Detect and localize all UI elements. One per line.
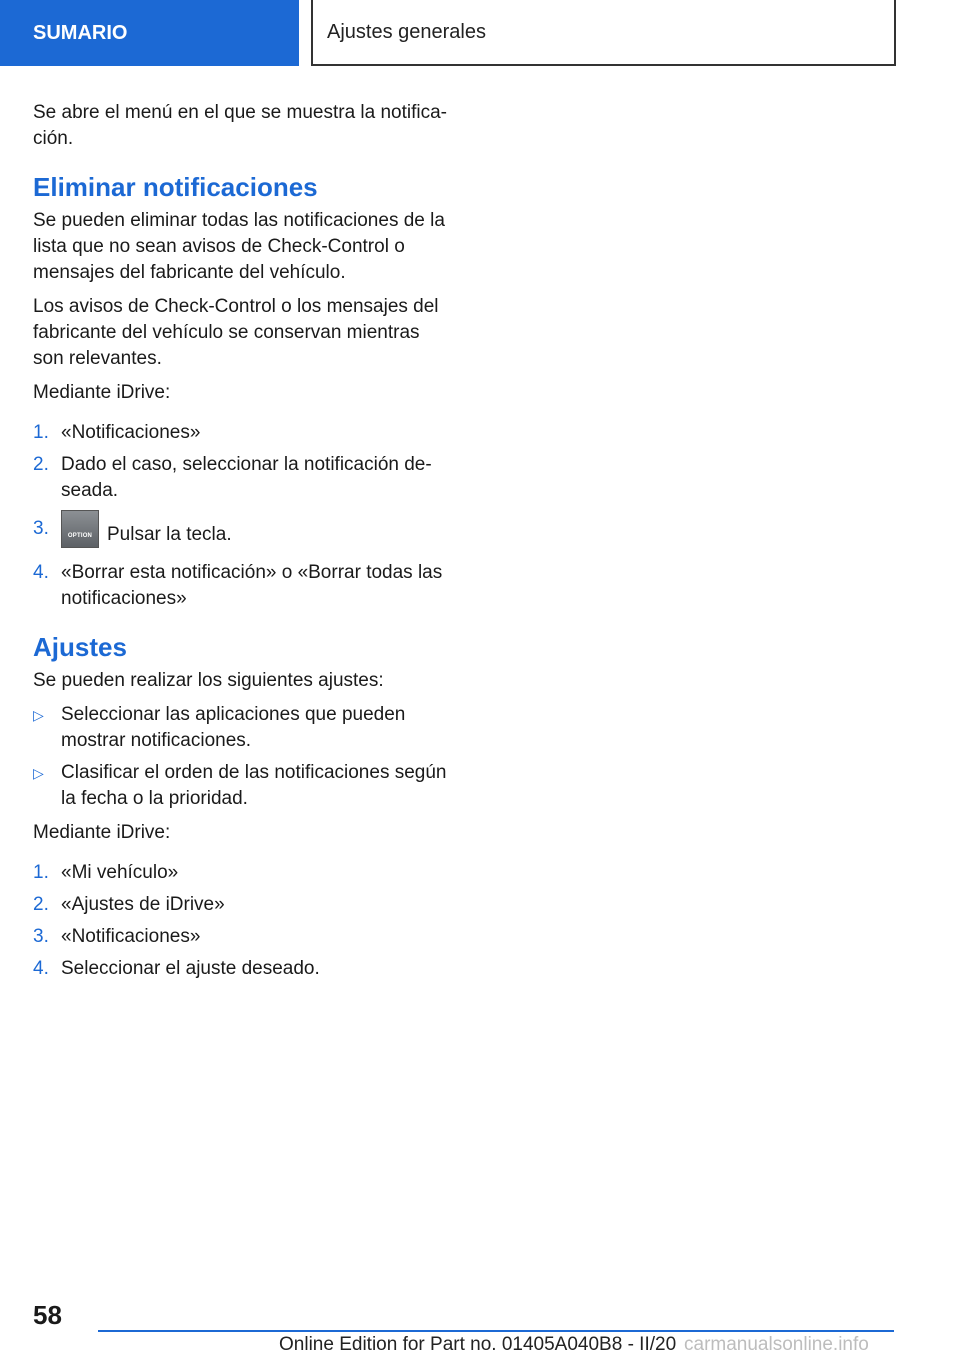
eliminar-steps <box>33 420 453 612</box>
step-text: Dado el caso, seleccionar la notificación de-seada. <box>61 454 432 501</box>
list-item <box>33 560 453 612</box>
section-title-tab[interactable]: Ajustes generales <box>311 0 896 66</box>
bullet-text: Clasificar el orden de las notificaciones según la fecha o la prioridad. <box>61 762 447 809</box>
step-number: 3. <box>33 518 49 539</box>
option-button-icon <box>61 510 99 548</box>
step-number: 4. <box>33 958 49 979</box>
step-number: 1. <box>33 422 49 443</box>
step-text: «Ajustes de iDrive» <box>61 894 225 915</box>
list-item <box>33 452 453 504</box>
step-text: «Mi vehículo» <box>61 862 179 883</box>
step-text: Seleccionar el ajuste deseado. <box>61 958 320 979</box>
eliminar-paragraph-1: Se pueden eliminar todas las notificaciones de la lista que no sean avisos de Check-Control o mensajes del fabricante del vehículo. <box>33 210 445 283</box>
eliminar-paragraph-3: Mediante iDrive: <box>33 382 171 403</box>
list-item <box>33 924 453 950</box>
watermark: carmanualsonline.info <box>684 1334 869 1355</box>
list-item <box>33 956 453 982</box>
ajustes-steps <box>33 860 453 982</box>
step-text: «Notificaciones» <box>61 422 201 443</box>
ajustes-paragraph-2: Mediante iDrive: <box>33 822 171 843</box>
triangle-bullet-icon: ▷ <box>33 707 44 723</box>
step-text: Pulsar la tecla. <box>107 524 232 546</box>
triangle-bullet-icon: ▷ <box>33 765 44 781</box>
step-number: 1. <box>33 862 49 883</box>
list-item <box>33 420 453 446</box>
intro-paragraph: Se abre el menú en el que se muestra la notifica-ción. <box>33 102 448 149</box>
page-number: 58 <box>33 1300 62 1330</box>
header <box>0 0 960 66</box>
option-icon-label: OPTION <box>67 533 93 539</box>
step-number: 4. <box>33 562 49 583</box>
tab-sumario[interactable]: SUMARIO <box>0 0 299 66</box>
step-number: 3. <box>33 926 49 947</box>
list-item <box>33 760 453 812</box>
step-text: «Borrar esta notificación» o «Borrar todas las notificaciones» <box>61 562 443 609</box>
step-number: 2. <box>33 454 49 475</box>
heading-ajustes: Ajustes <box>33 632 127 662</box>
ajustes-paragraph-1: Se pueden realizar los siguientes ajustes: <box>33 670 384 691</box>
footer-divider <box>98 1330 894 1332</box>
ajustes-bullets <box>33 702 453 812</box>
step-number: 2. <box>33 894 49 915</box>
eliminar-paragraph-2: Los avisos de Check-Control o los mensajes del fabricante del vehículo se conservan mientras son relevantes. <box>33 296 439 369</box>
step-text: «Notificaciones» <box>61 926 201 947</box>
list-item <box>33 860 453 886</box>
footer-edition-text: Online Edition for Part no. 01405A040B8 - II/20 <box>279 1334 677 1355</box>
bullet-text: Seleccionar las aplicaciones que pueden mostrar notificaciones. <box>61 704 406 751</box>
list-item <box>33 702 453 754</box>
list-item <box>33 516 453 554</box>
page-content <box>33 100 453 990</box>
list-item <box>33 892 453 918</box>
heading-eliminar: Eliminar notificaciones <box>33 172 318 202</box>
